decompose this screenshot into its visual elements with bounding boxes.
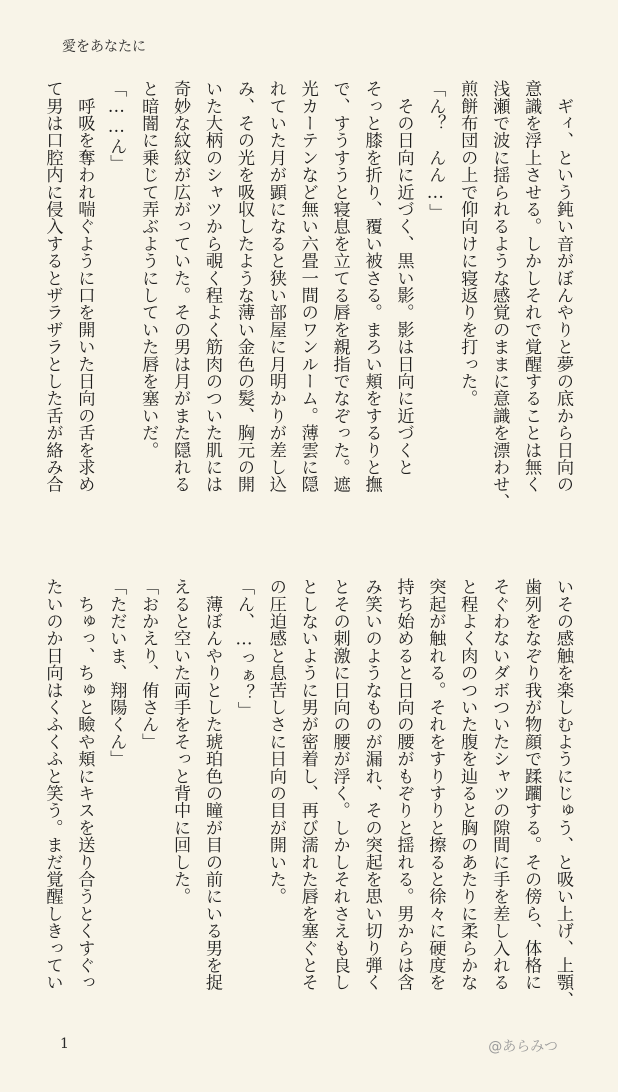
text-line: と暗闇に乗じて弄ぶようにしていた唇を塞いだ。 — [138, 80, 159, 459]
text-line: て男は口腔内に侵入するとザラザラとした舌が絡み合 — [42, 80, 63, 493]
text-line: 浅瀬で波に揺られるような感覚のままに意識を漂わせ、 — [489, 80, 510, 510]
text-line: と程よく肉のついた腹を辿ると胸のあたりに柔らかな — [457, 578, 478, 991]
text-line: 煎餅布団の上で仰向けに寝返りを打った。 — [457, 80, 478, 407]
text-line: えると空いた両手をそっと背中に回した。 — [170, 578, 191, 905]
text-line: み笑いのようなものが漏れ、その突起を思い切り弾く — [361, 578, 382, 991]
text-line: ギィ、という鈍い音がぼんやりと夢の底から日向の — [553, 80, 573, 493]
text-line: 歯列をなぞり我が物顔で蹂躙する。その傍ら、体格に — [521, 578, 542, 991]
text-block-top — [36, 80, 578, 535]
text-line: 呼吸を奪われ喘ぐように口を開いた日向の舌を求め — [74, 80, 95, 493]
text-line: の圧迫感と息苦しさに日向の目が開いた。 — [265, 578, 286, 905]
text-line: たいのか日向はくふくふと笑う。まだ覚醒しきってい — [42, 578, 63, 991]
text-line: れていた月が顕になると狭い部屋に月明かりが差し込 — [265, 80, 286, 493]
text-line: 意識を浮上させる。しかしそれで覚醒することは無く — [521, 80, 542, 493]
page-number: 1 — [60, 1036, 69, 1052]
text-block-bottom — [36, 578, 578, 1033]
text-line: としないように男が密着し、再び濡れた唇を塞ぐとそ — [297, 578, 318, 991]
text-line: そっと膝を折り、覆い被さる。まろい頬をするりと撫 — [361, 80, 382, 493]
text-line: 「ん？ んん…」 — [425, 80, 446, 221]
text-line: 「……ん」 — [106, 80, 127, 172]
text-line: その日向に近づく、黒い影。影は日向に近づくと — [393, 80, 414, 476]
text-line: 「ただいま、翔陽くん」 — [106, 578, 127, 768]
text-line: 「おかえり、侑さん」 — [138, 578, 159, 750]
text-line: 「ん、…っぁ？」 — [233, 578, 254, 719]
text-line: いた大柄のシャツから覗く程よく筋肉のついた肌には — [202, 80, 223, 493]
text-line: 突起が触れる。それをすりすりと擦ると徐々に硬度を — [425, 578, 446, 991]
text-line: 奇妙な紋紋が広がっていた。その男は月がまた隠れる — [170, 80, 191, 493]
text-line: とその刺激に日向の腰が浮く。しかしそれさえも良し — [329, 578, 350, 991]
document-title: 愛をあなたに — [62, 39, 146, 55]
text-line: 持ち始めると日向の腰がもぞりと揺れる。男からは含 — [393, 578, 414, 991]
text-line: 薄ぼんやりとした琥珀色の瞳が目の前にいる男を捉 — [202, 578, 223, 991]
text-line: いその感触を楽しむようにじゅう、と吸い上げ、上顎、 — [553, 578, 573, 1008]
text-line: 光カーテンなど無い六畳一間のワンルーム。薄雲に隠 — [297, 80, 318, 493]
text-line: そぐわないダボついたシャツの隙間に手を差し入れる — [489, 578, 510, 991]
text-line: で、すうすうと寝息を立てる唇を親指でなぞった。遮 — [329, 80, 350, 493]
author-handle: @あらみつ — [488, 1039, 558, 1055]
text-line: み、その光を吸収したような薄い金色の髪、胸元の開 — [233, 80, 254, 493]
text-line: ちゅっ、ちゅと瞼や頬にキスを送り合うとくすぐっ — [74, 578, 95, 991]
